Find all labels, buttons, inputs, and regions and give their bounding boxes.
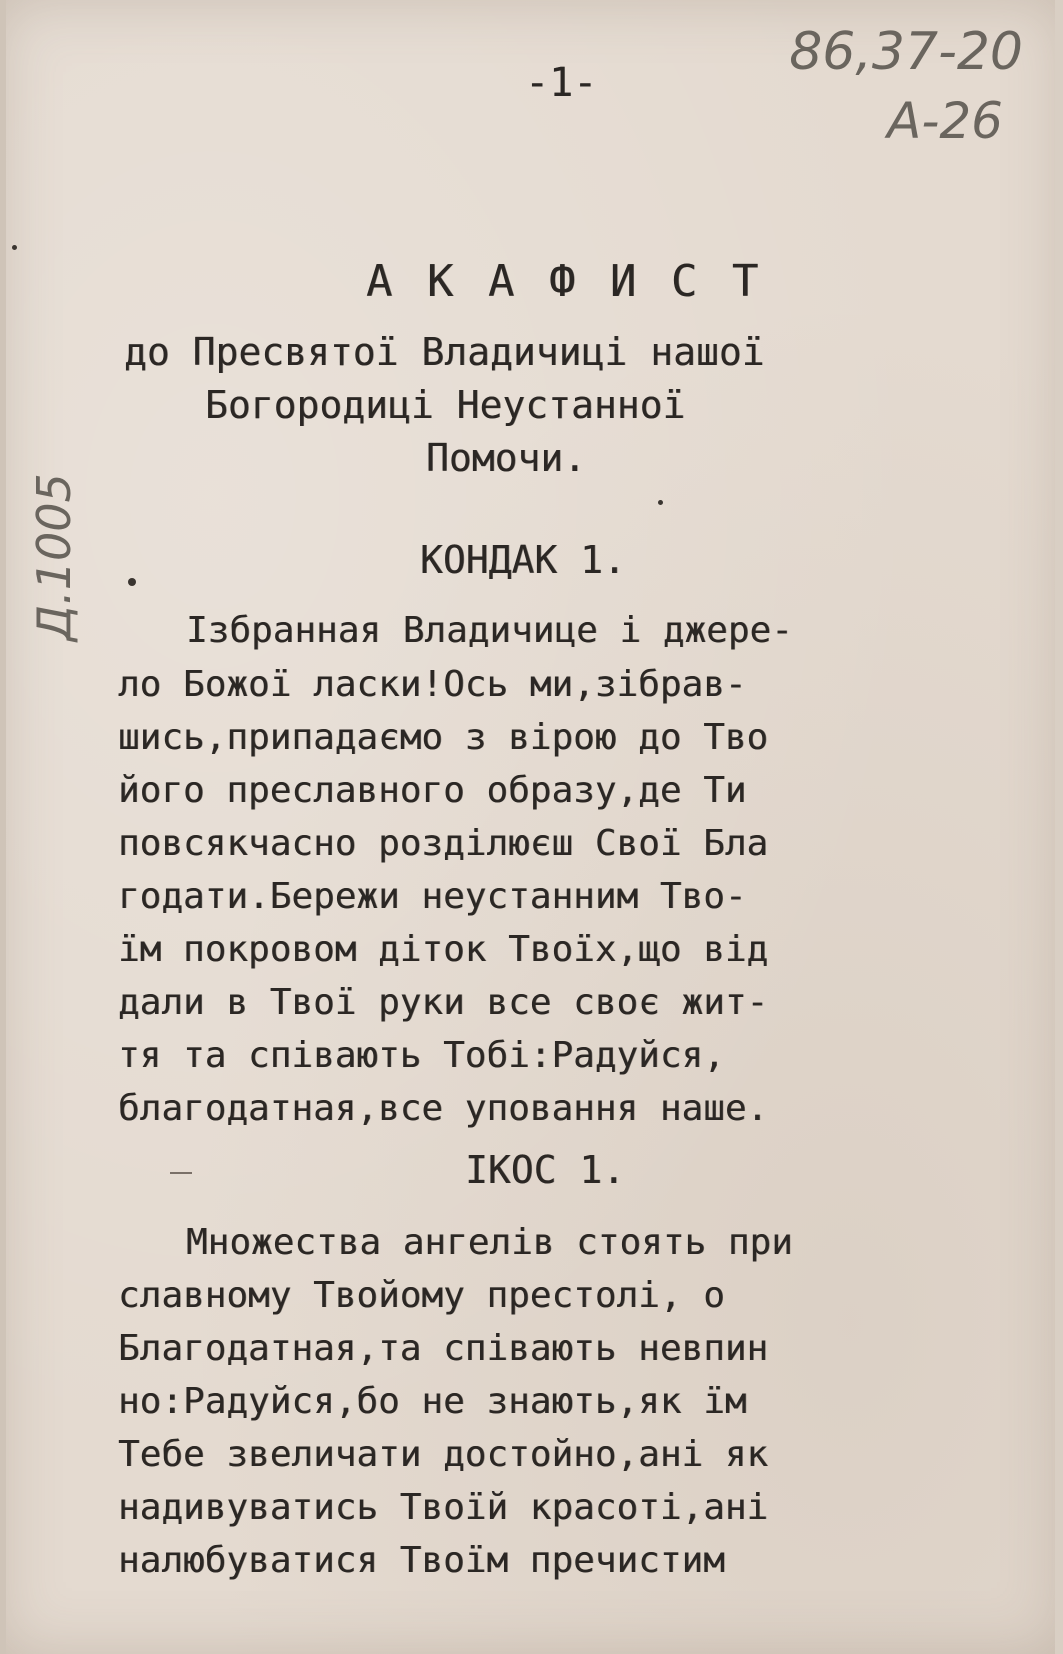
ikos-line-4: но:Радуйся,бо не знають,як їм [118,1381,747,1422]
ikos-line-3: Благодатная,та співають невпин [118,1328,769,1369]
section-heading-kondak: КОНДАК 1. [420,538,626,582]
ink-dot [128,578,136,586]
kondak-line-10: благодатная,все уповання наше. [118,1088,769,1129]
page-number: -1- [525,60,598,106]
page-edge-right [1055,0,1063,1654]
kondak-line-6: годати.Бережи неустанним Тво- [118,876,747,917]
kondak-line-3: шись,припадаємо з вірою до Тво [118,717,769,758]
archive-code-line1: 86,37-20 [789,22,1023,82]
subtitle-line-2: Богородиці Неустанної [205,383,686,427]
ikos-line-1: Множества ангелів стоять при [186,1222,793,1263]
side-archive-number: Д.1005 [26,473,81,641]
kondak-line-7: їм покровом діток Твоїх,що від [118,929,769,970]
ikos-line-6: надивуватись Твоїй красоті,ані [118,1487,769,1528]
subtitle-line-3: Помочи. [426,436,587,480]
section-heading-ikos: ІКОС 1. [465,1148,626,1192]
kondak-line-2: ло Божої ласки!Ось ми,зібрав- [118,664,747,705]
ikos-line-2: славному Твойому престолі, о [118,1275,725,1316]
pencil-mark [170,1172,192,1174]
document-title: А К А Ф И С Т [366,256,763,307]
kondak-line-9: тя та співають Тобі:Радуйся, [118,1035,725,1076]
ikos-line-7: налюбуватися Твоїм пречистим [118,1540,725,1581]
archive-code-line2: А-26 [887,92,1003,150]
ink-dot [12,245,17,250]
ink-dot [658,500,663,505]
kondak-line-8: дали в Твої руки все своє жит- [118,982,769,1023]
subtitle-line-1: до Пресвятої Владичиці нашої [124,330,765,374]
kondak-line-4: його преславного образу,де Ти [118,770,747,811]
ikos-line-5: Тебе звеличати достойно,ані як [118,1434,769,1475]
kondak-line-5: повсякчасно розділюєш Свої Бла [118,823,769,864]
kondak-line-1: Ізбранная Владичице і джере- [186,610,793,651]
page-edge-left [0,0,6,1654]
